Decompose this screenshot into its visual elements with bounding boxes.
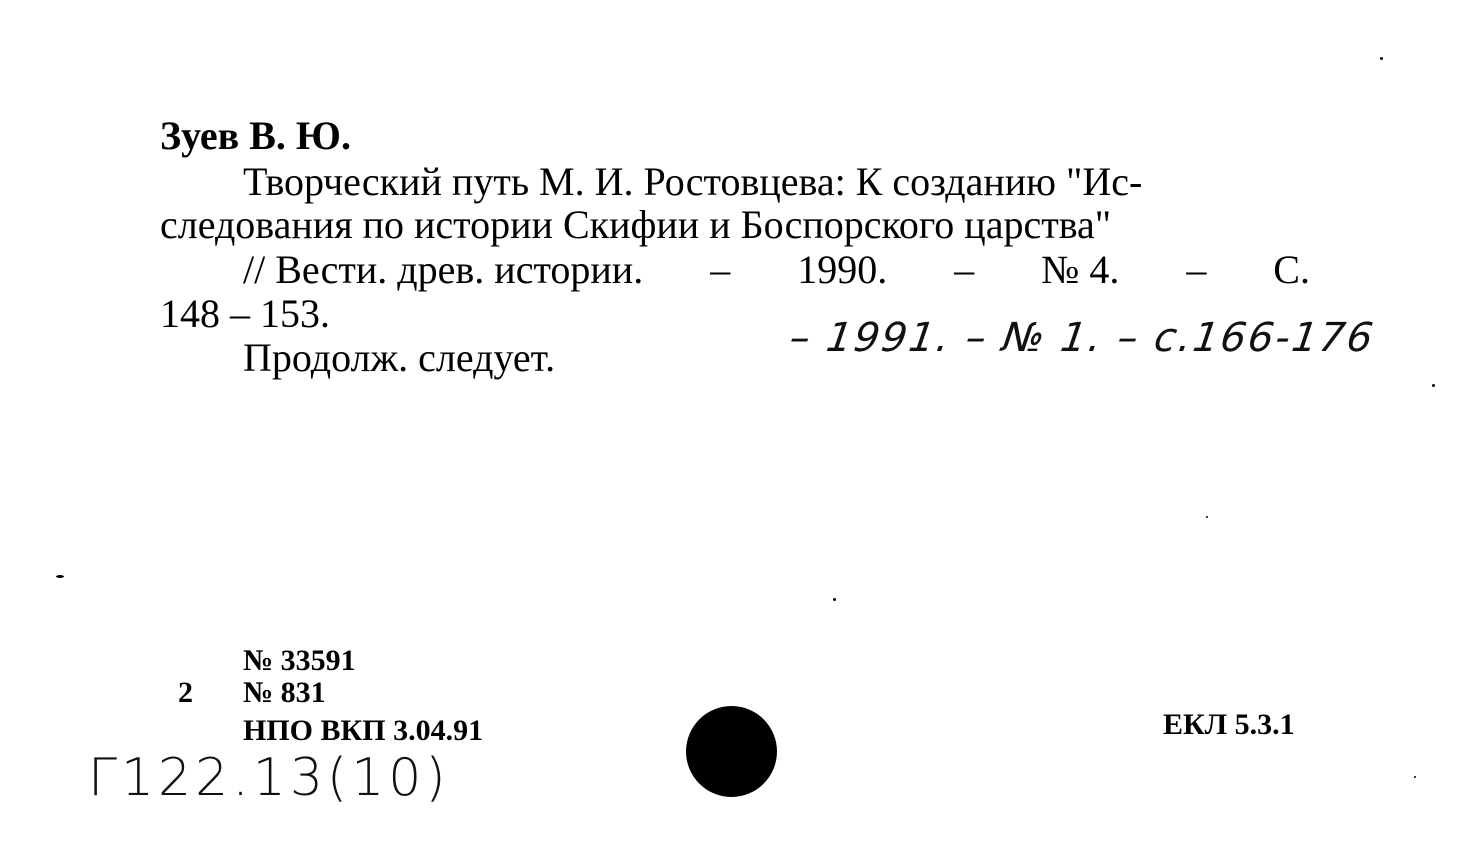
source-pages: 148 – 153. xyxy=(160,291,330,336)
title-line-2: следования по истории Скифии и Боспорского царства" xyxy=(160,202,1112,247)
scan-speck xyxy=(1206,516,1208,518)
copy-count: 2 xyxy=(178,676,193,709)
scan-speck xyxy=(56,575,64,578)
punch-hole xyxy=(686,706,777,797)
scan-speck xyxy=(1380,57,1383,60)
scan-speck xyxy=(833,598,836,601)
handwritten-shelf-code: Г122.13(10) xyxy=(88,748,450,808)
source-year: 1990. xyxy=(797,247,888,292)
record-number-1: № 33591 xyxy=(243,644,356,677)
author-name: Зуев В. Ю. xyxy=(160,113,351,158)
source-line xyxy=(243,247,1310,292)
continued-note: Продолж. следует. xyxy=(243,335,556,380)
source-issue: № 4. xyxy=(1041,247,1120,292)
publisher-line: НПО ВКП 3.04.91 xyxy=(243,714,484,747)
classification-code: ЕКЛ 5.3.1 xyxy=(1163,708,1295,741)
scan-speck xyxy=(1414,776,1416,778)
scan-speck xyxy=(1432,384,1435,387)
title-line-1: Творческий путь М. И. Ростовцева: К созданию "Ис- xyxy=(243,159,1143,204)
source-dash: – xyxy=(1186,247,1207,292)
source-dash: – xyxy=(954,247,975,292)
source-journal: // Вести. древ. истории. xyxy=(243,247,644,292)
handwritten-note: – 1991. – № 1. – с.166-176 xyxy=(786,315,1378,361)
source-pages-prefix: С. xyxy=(1273,247,1310,292)
record-number-2: № 831 xyxy=(243,676,326,709)
source-dash: – xyxy=(710,247,731,292)
